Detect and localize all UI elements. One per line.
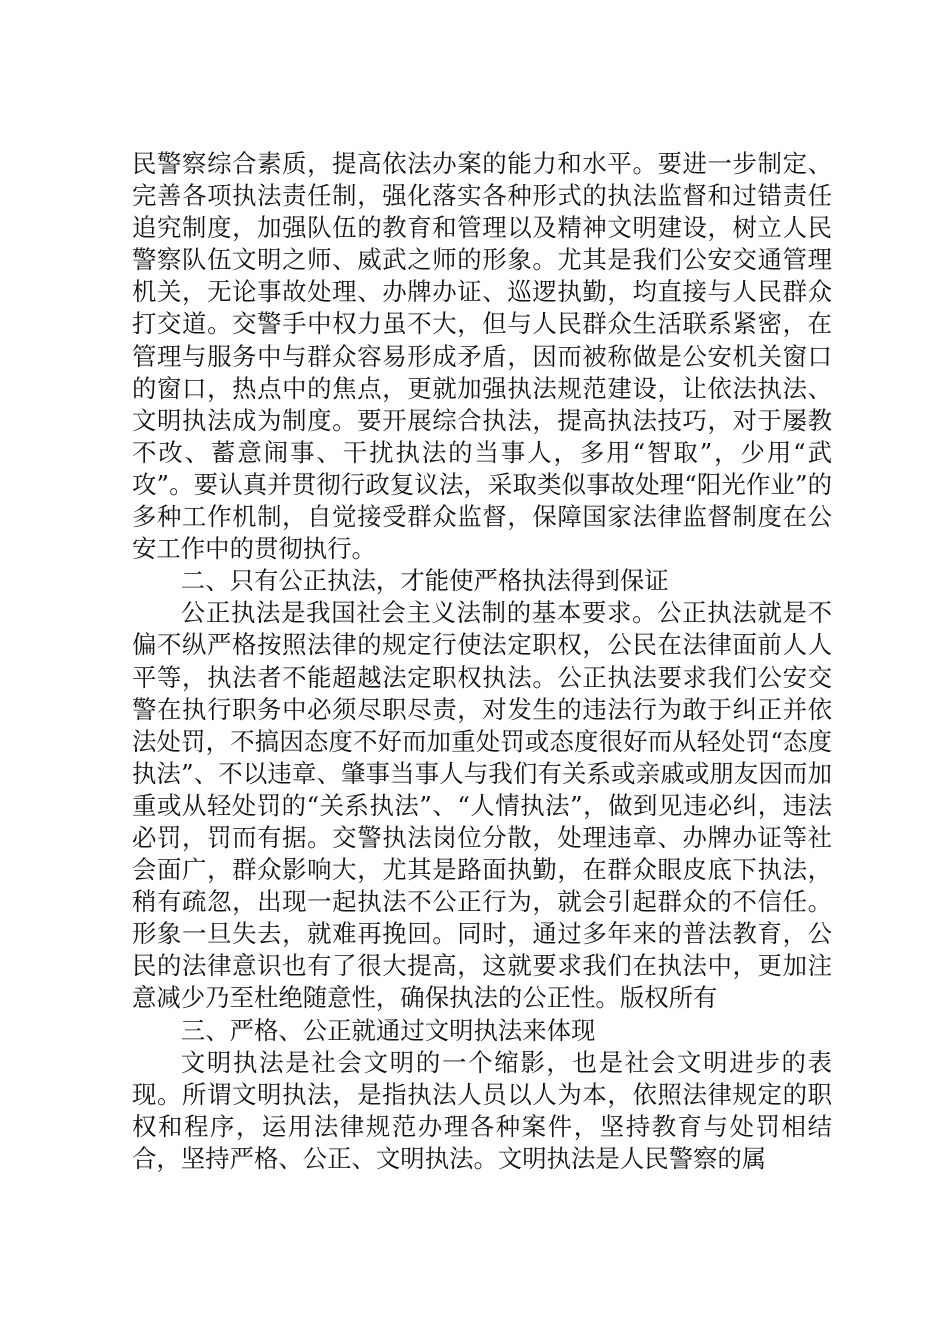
paragraph-civilized-enforcement: 文明执法是社会文明的一个缩影，也是社会文明进步的表现。所谓文明执法，是指执法人员以人为本，依照法律规定的职权和程序，运用法律规范办理各种案件，坚持教育与处罚相结合，坚持严格、公正、文明执法。文明执法是人民警察的属 [132,1047,832,1173]
paragraph-continuation: 民警察综合素质，提高依法办案的能力和水平。要进一步制定、完善各项执法责任制，强化落实各种形式的执法监督和过错责任追究制度，加强队伍的教育和管理以及精神文明建设，树立人民警察队伍文明之师、威武之师的形象。尤其是我们公安交通管理机关，无论事故处理、办牌办证、巡逻执勤，均直接与人民群众打交道。交警手中权力虽不大，但与人民群众生活联系紧密，在管理与服务中与群众容易形成矛盾，因而被称做是公安机关窗口的窗口，热点中的焦点，更就加强执法规范建设，让依法执法、文明执法成为制度。要开展综合执法，提高执法技巧，对于屡教不改、蓄意闹事、干扰执法的当事人，多用“智取”，少用“武攻”。要认真并贯彻行政复议法，采取类似事故处理“阳光作业”的多种工作机制，自觉接受群众监督，保障国家法律监督制度在公安工作中的贯彻执行。 [132,149,832,564]
section-heading-2: 二、只有公正执法，才能使严格执法得到保证 [180,566,669,596]
document-body [132,148,832,1175]
paragraph-fair-enforcement: 公正执法是我国社会主义法制的基本要求。公正执法就是不偏不纵严格按照法律的规定行使法定职权，公民在法律面前人人平等，执法者不能超越法定职权执法。公正执法要求我们公安交警在执行职务中必须尽职尽责，对发生的违法行为敢于纠正并依法处罚，不搞因态度不好而加重处罚或态度很好而从轻处罚“态度执法”、不以违章、肇事当事人与我们有关系或亲戚或朋友因而加重或从轻处罚的“关系执法”、“人情执法”，做到见违必纠，违法必罚，罚而有据。交警执法岗位分散，处理违章、办牌办证等社会面广，群众影响大，尤其是路面执勤，在群众眼皮底下执法，稍有疏忽，出现一起执法不公正行为，就会引起群众的不信任。形象一旦失去，就难再挽回。同时，通过多年来的普法教育，公民的法律意识也有了很大提高，这就要求我们在执法中，更加注意减少乃至杜绝随意性，确保执法的公正性。版权所有 [132,598,832,1013]
section-heading-3: 三、严格、公正就通过文明执法来体现 [180,1015,596,1045]
